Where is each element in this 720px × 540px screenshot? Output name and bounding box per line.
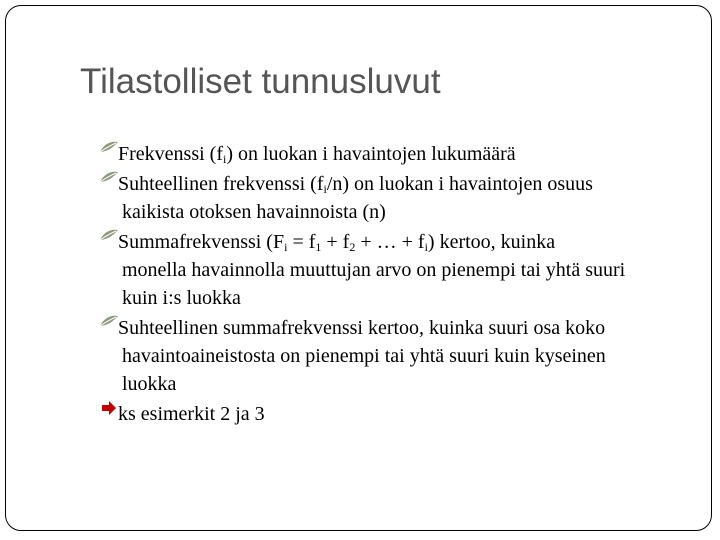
arrow-bullet-icon	[98, 400, 120, 416]
bullet-item-summafrekvenssi: Summafrekvenssi ($F_i = f_1 + f_2$ + … + $f_i$) kertoo, kuinka monella havainnolla muuttujan arvo on pienempi tai yhtä suuri kuin i:s luokka	[104, 228, 704, 312]
bullet-item-suhteellinen-frekvenssi: Suhteellinen frekvenssi $(f_i/n)$ on luokan i havaintojen osuus kaikista otoksen havainnoista (n)	[104, 170, 704, 226]
leaf-bullet-icon	[98, 314, 120, 328]
bullet-item-suhteellinen-summafrekvenssi: Suhteellinen summafrekvenssi kertoo, kuinka suuri osa koko havaintoaineistosta on pienempi tai yhtä suuri kuin kyseinen luokka	[104, 314, 704, 398]
bullet-item-esimerkit: ks esimerkit 2 ja 3	[104, 400, 704, 428]
leaf-bullet-icon	[98, 140, 120, 154]
bullet-item-frekvenssi: Frekvenssi $(f_i)$ on luokan i havaintojen lukumäärä	[104, 140, 704, 168]
leaf-bullet-icon	[98, 228, 120, 242]
bullet-list	[104, 140, 704, 430]
leaf-bullet-icon	[98, 170, 120, 184]
slide-title: Tilastolliset tunnusluvut	[80, 62, 441, 101]
